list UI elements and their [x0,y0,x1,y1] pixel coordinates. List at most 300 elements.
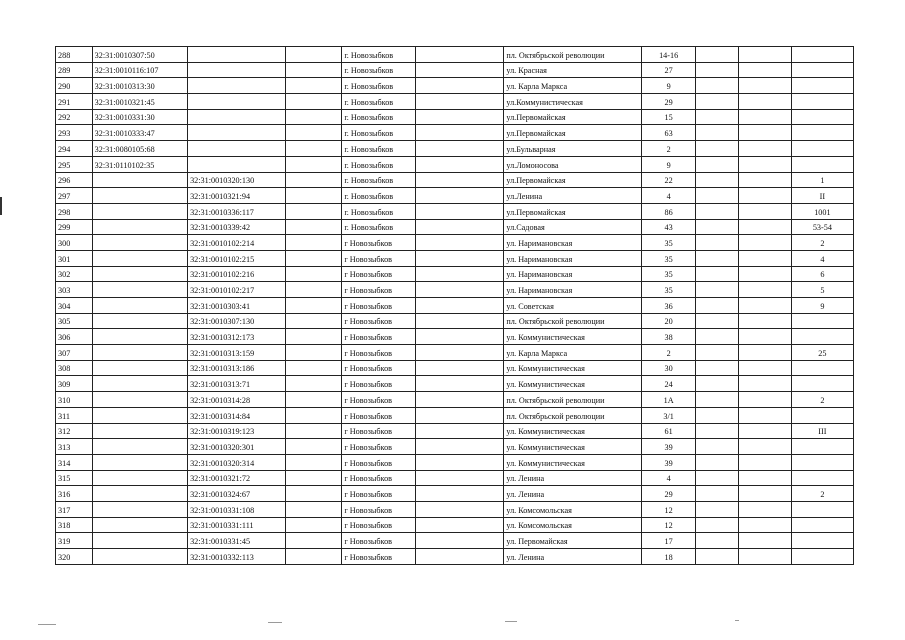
empty-cell [696,282,738,298]
city-cell: г Новозыбков [342,298,415,314]
empty-cell [738,125,791,141]
street-cell: пл. Октябрьской революции [504,407,642,423]
cadastral-number-premises-cell [188,109,286,125]
table-row [56,172,854,188]
street-cell: ул. Коммунистическая [504,360,642,376]
empty-cell [738,470,791,486]
empty-cell [415,549,504,565]
cadastral-number-cell [92,360,187,376]
scan-artifact [505,621,517,622]
street-cell: ул. Наримановская [504,282,642,298]
empty-cell [738,250,791,266]
street-cell: ул.Коммунистическая [504,94,642,110]
cadastral-number-cell: 32:31:0010333:47 [92,125,187,141]
table-row [56,219,854,235]
row-number-cell: 310 [56,392,93,408]
apartment-number-cell [791,141,853,157]
house-number-cell: 18 [641,549,695,565]
empty-cell [738,360,791,376]
city-cell: г. Новозыбков [342,172,415,188]
city-cell: г Новозыбков [342,250,415,266]
empty-cell [738,423,791,439]
empty-cell [415,109,504,125]
row-number-cell: 309 [56,376,93,392]
cadastral-number-cell: 32:31:0010313:30 [92,78,187,94]
cadastral-number-cell [92,313,187,329]
empty-cell [415,313,504,329]
empty-cell [415,62,504,78]
cadastral-number-cell [92,517,187,533]
empty-cell [285,109,342,125]
street-cell: пл. Октябрьской революции [504,47,642,63]
empty-cell [415,392,504,408]
empty-cell [415,47,504,63]
empty-cell [285,345,342,361]
empty-cell [696,454,738,470]
cadastral-number-cell: 32:31:0010307:50 [92,47,187,63]
cadastral-number-premises-cell: 32:31:0010321:94 [188,188,286,204]
house-number-cell: 14-16 [641,47,695,63]
empty-cell [696,517,738,533]
city-cell: г Новозыбков [342,266,415,282]
empty-cell [738,78,791,94]
scan-artifact [38,624,56,625]
empty-cell [415,517,504,533]
empty-cell [415,156,504,172]
city-cell: г Новозыбков [342,407,415,423]
apartment-number-cell: 2 [791,235,853,251]
cadastral-number-premises-cell [188,62,286,78]
row-number-cell: 294 [56,141,93,157]
city-cell: г Новозыбков [342,423,415,439]
cadastral-number-cell [92,533,187,549]
apartment-number-cell [791,501,853,517]
street-cell: ул.Садовая [504,219,642,235]
cadastral-number-premises-cell [188,156,286,172]
table-row [56,250,854,266]
row-number-cell: 319 [56,533,93,549]
apartment-number-cell [791,517,853,533]
cadastral-number-cell [92,501,187,517]
cadastral-number-cell [92,172,187,188]
city-cell: г Новозыбков [342,360,415,376]
empty-cell [415,141,504,157]
street-cell: ул. Комсомольская [504,501,642,517]
empty-cell [738,376,791,392]
empty-cell [696,423,738,439]
street-cell: ул.Первомайская [504,203,642,219]
cadastral-number-cell: 32:31:0010116:107 [92,62,187,78]
house-number-cell: 39 [641,439,695,455]
apartment-number-cell [791,439,853,455]
cadastral-number-premises-cell: 32:31:0010313:159 [188,345,286,361]
table-body [56,47,854,565]
house-number-cell: 36 [641,298,695,314]
row-number-cell: 313 [56,439,93,455]
house-number-cell: 35 [641,282,695,298]
table-row [56,78,854,94]
apartment-number-cell: 2 [791,392,853,408]
empty-cell [738,156,791,172]
empty-cell [696,298,738,314]
apartment-number-cell [791,156,853,172]
apartment-number-cell [791,533,853,549]
empty-cell [738,62,791,78]
cadastral-number-cell: 32:31:0010331:30 [92,109,187,125]
cadastral-number-premises-cell: 32:31:0010102:216 [188,266,286,282]
street-cell: ул. Коммунистическая [504,376,642,392]
empty-cell [415,298,504,314]
apartment-number-cell [791,470,853,486]
street-cell: ул. Ленина [504,470,642,486]
cadastral-number-premises-cell: 32:31:0010313:186 [188,360,286,376]
city-cell: г Новозыбков [342,454,415,470]
empty-cell [696,533,738,549]
street-cell: ул. Наримановская [504,235,642,251]
scan-artifact [735,620,739,621]
row-number-cell: 304 [56,298,93,314]
apartment-number-cell [791,376,853,392]
city-cell: г. Новозыбков [342,62,415,78]
empty-cell [415,282,504,298]
cadastral-number-premises-cell: 32:31:0010313:71 [188,376,286,392]
empty-cell [696,250,738,266]
empty-cell [415,360,504,376]
house-number-cell: 24 [641,376,695,392]
cadastral-number-premises-cell: 32:31:0010331:108 [188,501,286,517]
cadastral-number-cell [92,329,187,345]
city-cell: г Новозыбков [342,376,415,392]
apartment-number-cell: 1001 [791,203,853,219]
empty-cell [696,235,738,251]
cadastral-number-cell [92,407,187,423]
empty-cell [738,517,791,533]
city-cell: г. Новозыбков [342,78,415,94]
cadastral-number-premises-cell: 32:31:0010314:84 [188,407,286,423]
empty-cell [285,156,342,172]
empty-cell [696,360,738,376]
row-number-cell: 308 [56,360,93,376]
city-cell: г Новозыбков [342,313,415,329]
table-row [56,423,854,439]
street-cell: ул. Ленина [504,549,642,565]
cadastral-number-premises-cell [188,141,286,157]
cadastral-number-premises-cell: 32:31:0010320:301 [188,439,286,455]
empty-cell [696,125,738,141]
apartment-number-cell: III [791,423,853,439]
apartment-number-cell [791,94,853,110]
empty-cell [285,392,342,408]
empty-cell [285,266,342,282]
empty-cell [696,109,738,125]
empty-cell [415,470,504,486]
city-cell: г Новозыбков [342,549,415,565]
apartment-number-cell: 2 [791,486,853,502]
empty-cell [415,439,504,455]
street-cell: пл. Октябрьской революции [504,392,642,408]
empty-cell [738,329,791,345]
table-row [56,329,854,345]
empty-cell [285,47,342,63]
street-cell: ул. Коммунистическая [504,439,642,455]
house-number-cell: 9 [641,156,695,172]
empty-cell [415,172,504,188]
empty-cell [285,141,342,157]
row-number-cell: 298 [56,203,93,219]
house-number-cell: 43 [641,219,695,235]
empty-cell [696,94,738,110]
apartment-number-cell: 4 [791,250,853,266]
cadastral-number-premises-cell: 32:31:0010336:117 [188,203,286,219]
house-number-cell: 35 [641,266,695,282]
empty-cell [285,62,342,78]
table-row [56,470,854,486]
street-cell: ул. Советская [504,298,642,314]
apartment-number-cell [791,47,853,63]
table-row [56,156,854,172]
house-number-cell: 86 [641,203,695,219]
row-number-cell: 315 [56,470,93,486]
row-number-cell: 290 [56,78,93,94]
house-number-cell: 1А [641,392,695,408]
cadastral-number-premises-cell: 32:31:0010321:72 [188,470,286,486]
empty-cell [738,203,791,219]
house-number-cell: 17 [641,533,695,549]
cadastral-number-premises-cell: 32:31:0010303:41 [188,298,286,314]
row-number-cell: 305 [56,313,93,329]
table-row [56,235,854,251]
row-number-cell: 293 [56,125,93,141]
city-cell: г Новозыбков [342,345,415,361]
cadastral-number-cell [92,486,187,502]
apartment-number-cell: II [791,188,853,204]
house-number-cell: 29 [641,486,695,502]
apartment-number-cell [791,78,853,94]
empty-cell [738,486,791,502]
cadastral-number-cell [92,423,187,439]
table-row [56,533,854,549]
street-cell: ул. Ленина [504,486,642,502]
empty-cell [696,407,738,423]
cadastral-number-cell [92,439,187,455]
empty-cell [696,141,738,157]
street-cell: пл. Октябрьской революции [504,313,642,329]
street-cell: ул. Комсомольская [504,517,642,533]
empty-cell [285,282,342,298]
cadastral-number-premises-cell [188,94,286,110]
apartment-number-cell [791,313,853,329]
empty-cell [285,329,342,345]
empty-cell [285,439,342,455]
cadastral-number-cell: 32:31:0080105:68 [92,141,187,157]
empty-cell [696,313,738,329]
cadastral-number-cell [92,376,187,392]
city-cell: г Новозыбков [342,329,415,345]
table-row [56,439,854,455]
table-row [56,141,854,157]
city-cell: г. Новозыбков [342,47,415,63]
row-number-cell: 292 [56,109,93,125]
house-number-cell: 38 [641,329,695,345]
city-cell: г. Новозыбков [342,94,415,110]
empty-cell [285,172,342,188]
city-cell: г Новозыбков [342,282,415,298]
empty-cell [285,94,342,110]
empty-cell [738,313,791,329]
empty-cell [738,188,791,204]
cadastral-number-premises-cell: 32:31:0010102:217 [188,282,286,298]
empty-cell [285,235,342,251]
city-cell: г Новозыбков [342,470,415,486]
empty-cell [415,423,504,439]
table-row [56,47,854,63]
empty-cell [285,360,342,376]
table-row [56,313,854,329]
empty-cell [285,486,342,502]
house-number-cell: 4 [641,470,695,486]
table-row [56,266,854,282]
street-cell: ул.Первомайская [504,109,642,125]
city-cell: г. Новозыбков [342,188,415,204]
empty-cell [696,78,738,94]
cadastral-number-cell: 32:31:0110102:35 [92,156,187,172]
row-number-cell: 317 [56,501,93,517]
empty-cell [696,266,738,282]
empty-cell [738,533,791,549]
cadastral-number-premises-cell: 32:31:0010307:130 [188,313,286,329]
apartment-number-cell [791,125,853,141]
empty-cell [415,266,504,282]
property-registry-table [55,46,854,565]
apartment-number-cell: 25 [791,345,853,361]
street-cell: ул. Красная [504,62,642,78]
row-number-cell: 314 [56,454,93,470]
row-number-cell: 312 [56,423,93,439]
table-row [56,376,854,392]
empty-cell [415,203,504,219]
city-cell: г. Новозыбков [342,219,415,235]
empty-cell [738,298,791,314]
empty-cell [415,188,504,204]
empty-cell [415,250,504,266]
city-cell: г Новозыбков [342,486,415,502]
empty-cell [738,219,791,235]
cadastral-number-premises-cell [188,47,286,63]
empty-cell [738,94,791,110]
empty-cell [285,517,342,533]
street-cell: ул.Первомайская [504,125,642,141]
apartment-number-cell [791,454,853,470]
cadastral-number-premises-cell [188,78,286,94]
empty-cell [738,172,791,188]
row-number-cell: 295 [56,156,93,172]
empty-cell [285,376,342,392]
empty-cell [738,109,791,125]
empty-cell [696,47,738,63]
house-number-cell: 61 [641,423,695,439]
empty-cell [285,533,342,549]
table-row [56,203,854,219]
cadastral-number-cell [92,282,187,298]
table-row [56,188,854,204]
house-number-cell: 2 [641,141,695,157]
empty-cell [415,235,504,251]
empty-cell [415,219,504,235]
row-number-cell: 311 [56,407,93,423]
cadastral-number-premises-cell: 32:31:0010102:214 [188,235,286,251]
cadastral-number-cell [92,454,187,470]
street-cell: ул. Карла Маркса [504,345,642,361]
scan-artifact [268,622,282,623]
empty-cell [415,533,504,549]
house-number-cell: 30 [641,360,695,376]
city-cell: г Новозыбков [342,501,415,517]
house-number-cell: 2 [641,345,695,361]
cadastral-number-premises-cell: 32:31:0010314:28 [188,392,286,408]
house-number-cell: 35 [641,250,695,266]
house-number-cell: 4 [641,188,695,204]
empty-cell [696,501,738,517]
city-cell: г Новозыбков [342,392,415,408]
table-row [56,298,854,314]
cadastral-number-cell [92,219,187,235]
house-number-cell: 3/1 [641,407,695,423]
apartment-number-cell [791,360,853,376]
empty-cell [285,470,342,486]
empty-cell [738,345,791,361]
city-cell: г Новозыбков [342,235,415,251]
city-cell: г Новозыбков [342,533,415,549]
empty-cell [696,156,738,172]
cadastral-number-cell [92,250,187,266]
empty-cell [415,329,504,345]
empty-cell [696,470,738,486]
apartment-number-cell [791,62,853,78]
row-number-cell: 302 [56,266,93,282]
cadastral-number-cell [92,188,187,204]
house-number-cell: 63 [641,125,695,141]
empty-cell [285,203,342,219]
empty-cell [285,423,342,439]
apartment-number-cell: 6 [791,266,853,282]
empty-cell [285,454,342,470]
empty-cell [696,392,738,408]
empty-cell [285,125,342,141]
city-cell: г. Новозыбков [342,203,415,219]
empty-cell [738,454,791,470]
table-row [56,109,854,125]
table-row [56,501,854,517]
empty-cell [285,549,342,565]
empty-cell [738,549,791,565]
empty-cell [738,235,791,251]
row-number-cell: 291 [56,94,93,110]
cadastral-number-cell [92,549,187,565]
empty-cell [415,345,504,361]
empty-cell [415,94,504,110]
apartment-number-cell: 5 [791,282,853,298]
row-number-cell: 303 [56,282,93,298]
street-cell: ул.Ломоносова [504,156,642,172]
empty-cell [696,329,738,345]
cadastral-number-premises-cell: 32:31:0010331:45 [188,533,286,549]
cadastral-number-cell [92,266,187,282]
row-number-cell: 320 [56,549,93,565]
empty-cell [285,250,342,266]
city-cell: г. Новозыбков [342,125,415,141]
empty-cell [696,172,738,188]
cadastral-number-cell [92,345,187,361]
